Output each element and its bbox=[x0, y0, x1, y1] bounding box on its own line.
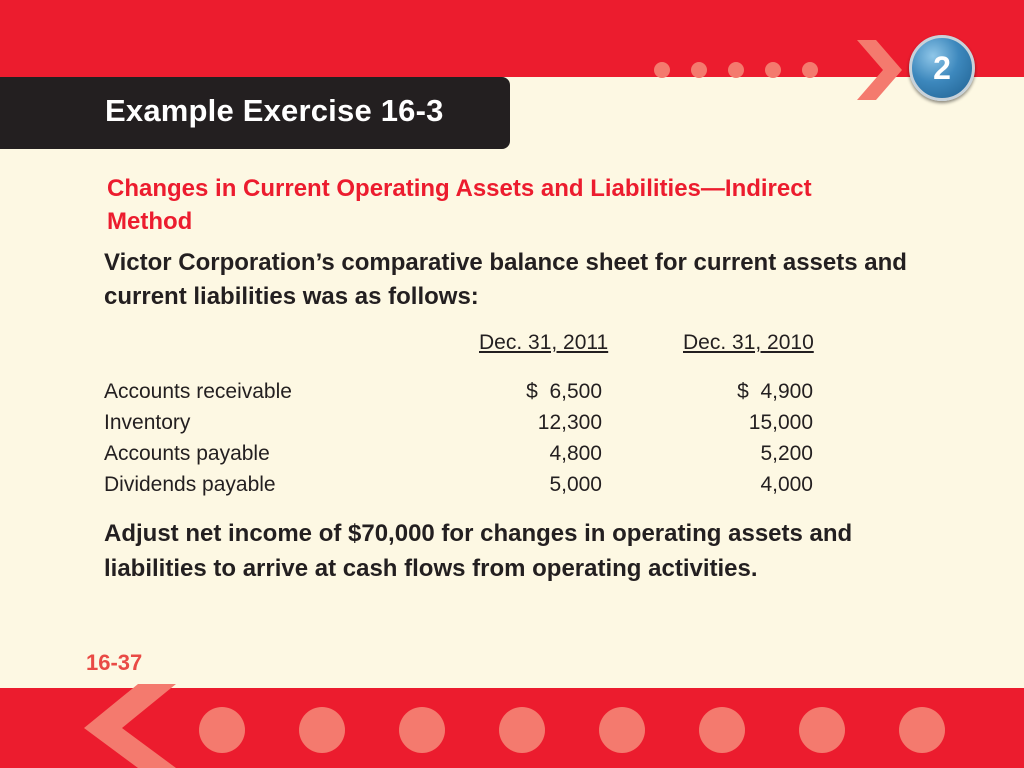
value-2010-accounts-receivable: $ 4,900 bbox=[737, 380, 813, 403]
instruction-text: Adjust net income of $70,000 for changes in operating assets and liabilities to arrive at cash flows from operating activities. bbox=[104, 520, 853, 582]
value-2010-dividends-payable: 4,000 bbox=[760, 473, 813, 496]
column-header-2011: Dec. 31, 2011 bbox=[479, 331, 609, 354]
value-2010-inventory: 15,000 bbox=[748, 411, 813, 434]
chevron-left-icon bbox=[84, 684, 176, 768]
page-title: Example Exercise 16-3 bbox=[105, 93, 444, 128]
value-2011-accounts-receivable: $ 6,500 bbox=[526, 380, 602, 403]
intro-text: Victor Corporation’s comparative balance sheet for current assets and current liabilities was as follows: bbox=[104, 249, 907, 310]
row-label-inventory: Inventory bbox=[104, 411, 191, 434]
value-2011-dividends-payable: 5,000 bbox=[549, 473, 602, 496]
step-number: 2 bbox=[933, 50, 951, 86]
value-2011-inventory: 12,300 bbox=[537, 411, 602, 434]
slide-subtitle: Changes in Current Operating Assets and Liabilities—Indirect Method bbox=[107, 175, 812, 235]
value-2010-accounts-payable: 5,200 bbox=[760, 442, 813, 465]
value-2011-accounts-payable: 4,800 bbox=[549, 442, 602, 465]
row-label-dividends-payable: Dividends payable bbox=[104, 473, 276, 496]
column-header-2010: Dec. 31, 2010 bbox=[683, 331, 814, 354]
step-badge bbox=[909, 35, 975, 101]
row-label-accounts-receivable: Accounts receivable bbox=[104, 380, 292, 403]
row-label-accounts-payable: Accounts payable bbox=[104, 442, 270, 465]
slide-number: 16-37 bbox=[86, 650, 143, 675]
